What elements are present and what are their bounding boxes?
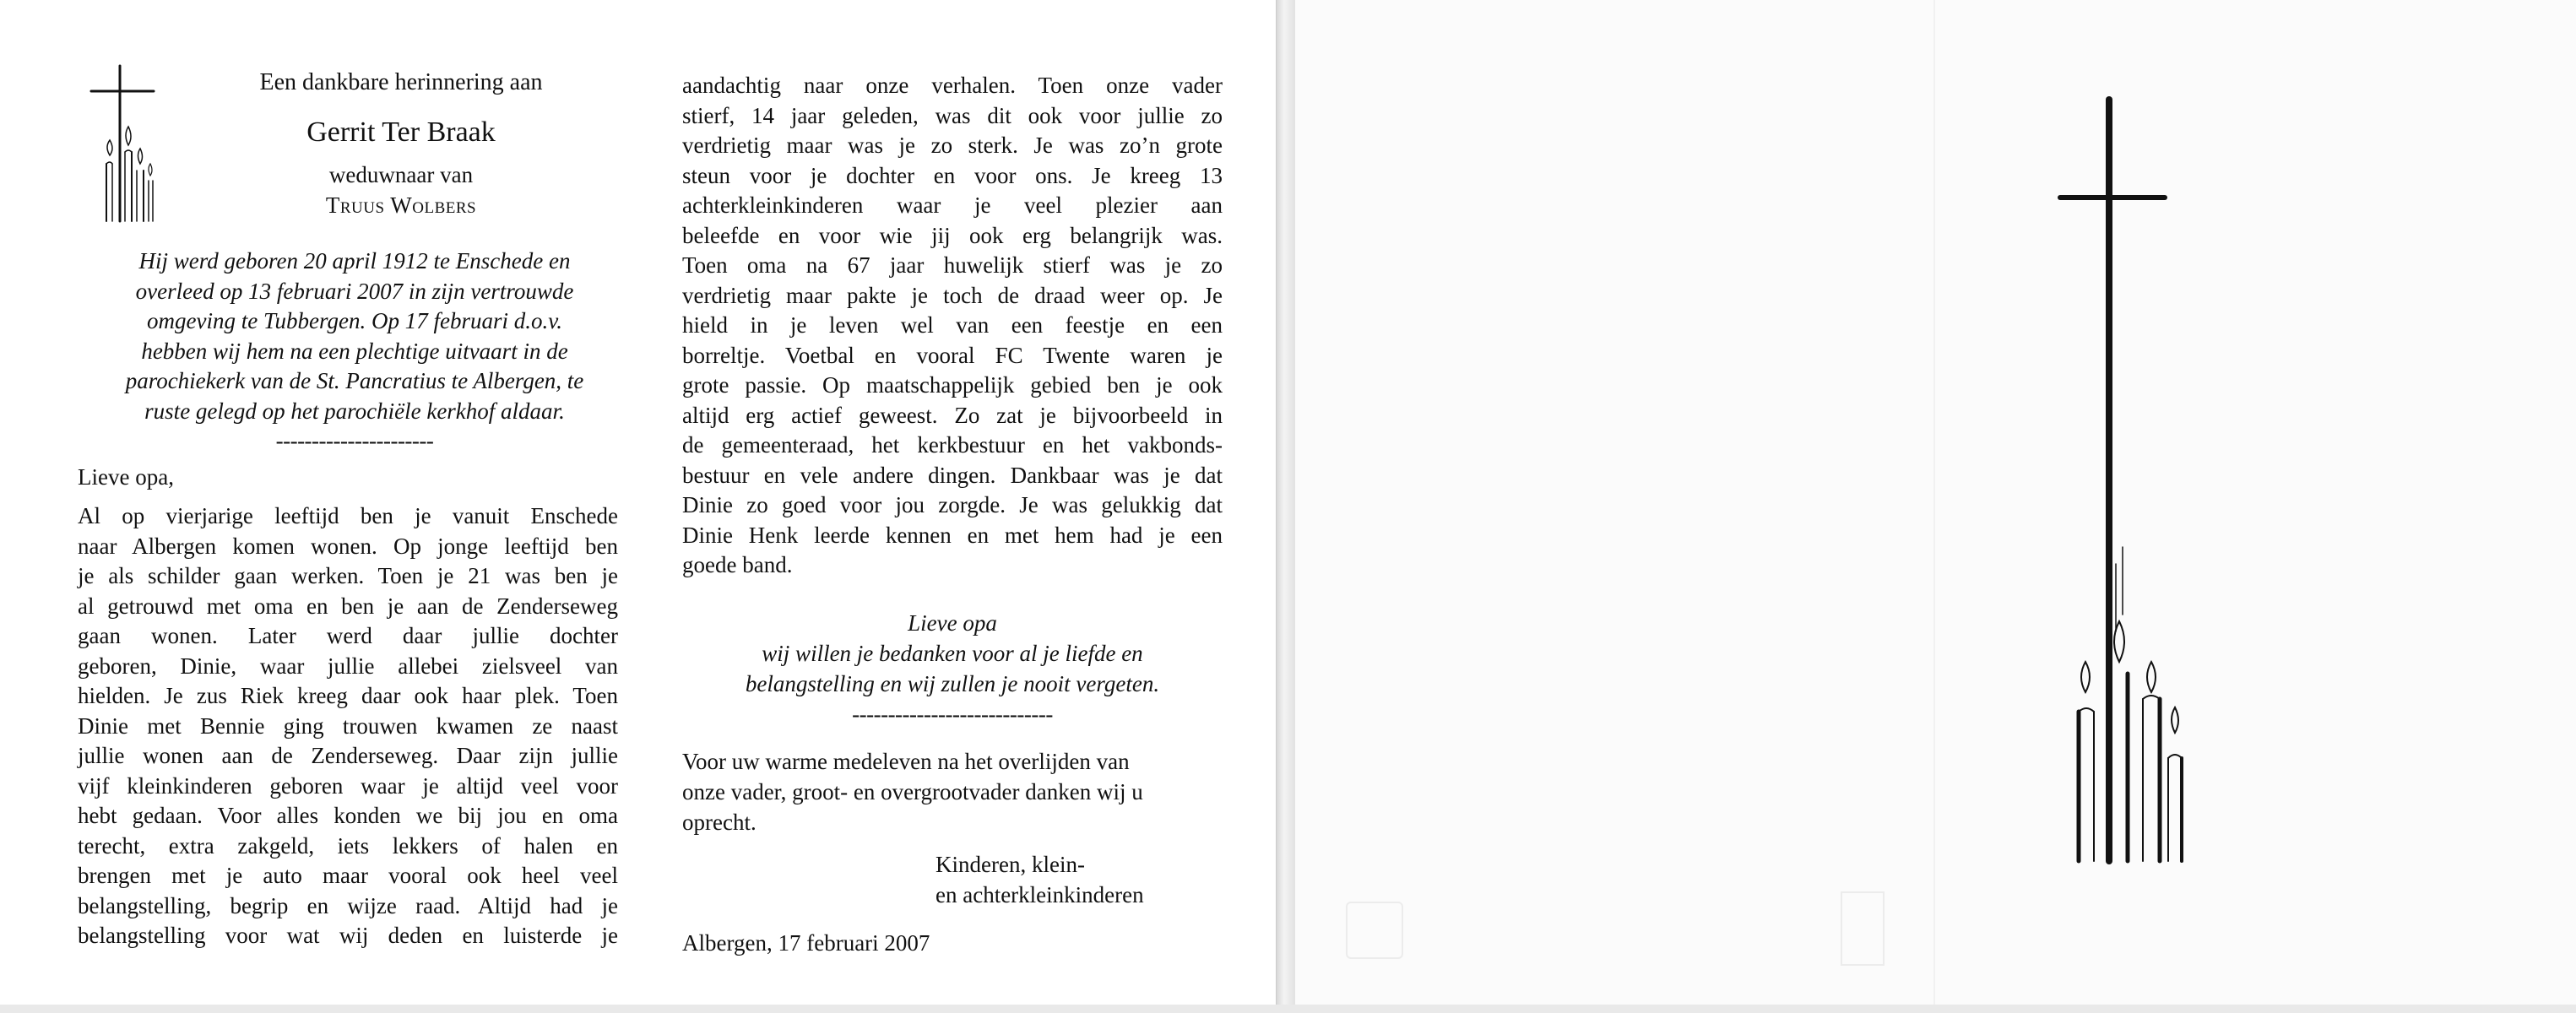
letter-line: brengen met je auto maar vooral ook heel veel	[78, 863, 618, 888]
thanks-line: oprecht.	[682, 810, 757, 835]
letter-line: stierf, 14 jaar geleden, was dit ook voor jullie zo	[682, 102, 1223, 128]
closing-line: wij willen je bedanken voor al je liefde en	[762, 641, 1143, 666]
letter-line: Dinie zo goed voor jou zorgde. Je was gelukkig dat	[682, 492, 1223, 517]
letter-line: Toen oma na 67 jaar huwelijk stierf was je zo	[682, 252, 1223, 278]
letter-line: hebt gedaan. Voor alles konden we bij jou en oma	[78, 803, 618, 828]
letter-line: achterkleinkinderen waar je veel plezier aan	[682, 192, 1223, 218]
printer-logo-mark	[1841, 891, 1885, 966]
letter-line: Al op vierjarige leeftijd ben je vanuit Enschede	[78, 503, 618, 528]
letter-line: vijf kleinkinderen geboren waar je altijd veel voor	[78, 772, 618, 799]
letter-line: terecht, extra zakgeld, iets lekkers of halen en	[78, 832, 618, 859]
letter-line: al getrouwd met oma en ben je aan de Zenderseweg	[78, 593, 618, 619]
spouse-name: Truus Wolbers	[325, 192, 477, 218]
letter-line: belangstelling voor wat wij deden en luisterde je	[78, 923, 618, 948]
letter-column-right	[682, 71, 1223, 581]
salutation: Lieve opa,	[78, 464, 174, 490]
card-outside	[1295, 0, 2576, 1005]
letter-line: bestuur en vele andere dingen. Dankbaar was je dat	[682, 462, 1223, 488]
divider: ----------------------------	[852, 702, 1053, 727]
letter-line: geboren, Dinie, waar jullie allebei zielsveel van	[78, 653, 618, 679]
bio-line: hebben wij hem na een plechtige uitvaart in de	[141, 338, 568, 364]
letter-line: beleefde en voor wie jij ook erg belangrijk was.	[682, 222, 1223, 248]
letter-line: goede band.	[682, 552, 793, 577]
card-fold	[1277, 0, 1295, 1005]
bio-line: omgeving te Tubbergen. Op 17 februari d.o.v.	[147, 308, 562, 333]
bio-line: ruste gelegd op het parochiële kerkhof aldaar.	[144, 398, 565, 424]
closing-line: Lieve opa	[908, 610, 997, 636]
letter-line: altijd erg actief geweest. Zo zat je bijvoorbeeld in	[682, 402, 1223, 428]
letter-line: gaan wonen. Later werd daar jullie dochter	[78, 623, 618, 648]
letter-line: hielden. Je zus Riek kreeg daar ook haar plek. Toen	[78, 683, 618, 708]
letter-line: de gemeenteraad, het kerkbestuur en het vakbonds-	[682, 432, 1223, 458]
bio-line: overleed op 13 februari 2007 in zijn vertrouwde	[135, 278, 574, 304]
letter-line: steun voor je dochter en voor ons. Je kreeg 13	[682, 162, 1223, 188]
letter-line: Dinie Henk leerde kennen en met hem had je een	[682, 522, 1223, 548]
place-date: Albergen, 17 februari 2007	[682, 930, 930, 956]
widower-label: weduwnaar van	[328, 162, 474, 187]
fold-line	[1933, 0, 1935, 1005]
divider: ----------------------	[275, 428, 434, 453]
letter-line: borreltje. Voetbal en vooral FC Twente waren je	[682, 342, 1223, 368]
bio-line: parochiekerk van de St. Pancratius te Albergen, te	[125, 368, 584, 393]
letter-line: verdrietig maar pakte je toch de draad weer op. Je	[682, 282, 1223, 308]
letter-line: aandachtig naar onze verhalen. Toen onze vader	[682, 73, 1223, 98]
letter-line: Dinie met Bennie ging trouwen kwamen ze naast	[78, 712, 618, 739]
thanks-line: onze vader, groot- en overgrootvader danken wij u	[682, 779, 1143, 804]
printer-logo-mark	[1346, 902, 1403, 959]
letter-line: verdrietig maar was je zo sterk. Je was zo’n grote	[682, 133, 1223, 158]
letter-line: jullie wonen aan de Zenderseweg. Daar zijn jullie	[78, 743, 618, 768]
bio-line: Hij werd geboren 20 april 1912 te Enschede en	[138, 248, 571, 274]
letter-line: belangstelling, begrip en wijze raad. Altijd had je	[78, 892, 618, 918]
cross-candles-icon-large	[2055, 91, 2224, 871]
closing-line: belangstelling en wij zullen je nooit vergeten.	[745, 671, 1160, 696]
thanks-text	[682, 746, 1239, 837]
letter-line: naar Albergen komen wonen. Op jonge leeftijd ben	[78, 533, 618, 559]
letter-line: je als schilder gaan werken. Toen je 21 was ben je	[78, 563, 618, 588]
intro-text: Een dankbare herinnering aan	[259, 69, 543, 95]
biography	[68, 246, 642, 457]
thanks-line: Voor uw warme medeleven na het overlijden van	[682, 749, 1130, 774]
letter-line: hield in je leven wel van een feestje en een	[682, 312, 1223, 338]
signature-line: Kinderen, klein-	[935, 852, 1085, 877]
signature-line: en achterkleinkinderen	[935, 882, 1144, 907]
card-inside-spread	[0, 0, 1277, 1005]
letter-column-left	[78, 501, 618, 951]
deceased-name: Gerrit Ter Braak	[306, 116, 496, 148]
closing-verse	[682, 608, 1223, 729]
letter-line: grote passie. Op maatschappelijk gebied ben je ook	[682, 372, 1223, 398]
signature	[935, 849, 1144, 910]
